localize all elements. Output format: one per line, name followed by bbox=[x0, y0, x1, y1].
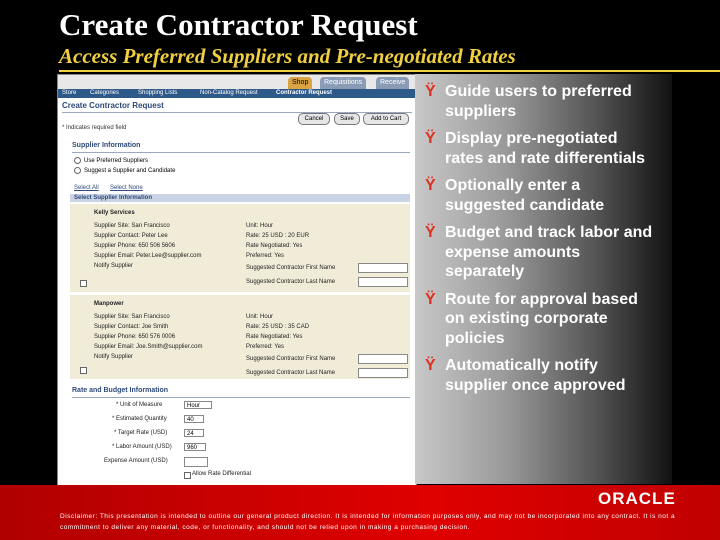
supplier-info-heading: Supplier Information bbox=[72, 142, 141, 149]
supplier-contact: Supplier Contact: Peter Lee bbox=[94, 233, 168, 239]
bullet-item bbox=[425, 290, 660, 349]
save-button[interactable]: Save bbox=[334, 113, 360, 125]
oracle-logo: ORACLE bbox=[598, 489, 676, 508]
select-supplier-bar: Select Supplier Information bbox=[70, 194, 410, 202]
first-name-label: Suggested Contractor First Name bbox=[246, 356, 336, 362]
notify-checkbox[interactable] bbox=[80, 367, 87, 374]
bullet-text: Display pre-negotiated rates and rate differentials bbox=[445, 130, 646, 167]
labor-label: * Labor Amount (USD) bbox=[112, 444, 172, 450]
supplier-rate: Rate: 25 USD : 35 CAD bbox=[246, 324, 310, 330]
bullet-item bbox=[425, 129, 660, 168]
title-rule bbox=[59, 70, 720, 72]
last-name-input[interactable] bbox=[358, 277, 408, 287]
bullet-text: Guide users to preferred suppliers bbox=[445, 83, 632, 120]
rate-negotiated: Rate Negotiated: Yes bbox=[246, 334, 303, 340]
feature-bullets bbox=[425, 82, 660, 403]
bullet-marker: Ÿ bbox=[425, 290, 436, 308]
first-name-label: Suggested Contractor First Name bbox=[246, 265, 336, 271]
labor-input[interactable]: 960 bbox=[184, 443, 206, 451]
supplier-rate: Rate: 25 USD : 20 EUR bbox=[246, 233, 310, 239]
qty-label: * Estimated Quantity bbox=[112, 416, 167, 422]
supplier-card bbox=[70, 204, 410, 292]
bullet-item bbox=[425, 82, 660, 121]
bullet-text: Automatically notify supplier once approved bbox=[445, 357, 626, 394]
rate-label: * Target Rate (USD) bbox=[114, 430, 168, 436]
preferred-status: Preferred: Yes bbox=[246, 253, 285, 259]
supplier-card bbox=[70, 295, 410, 379]
add-to-cart-button[interactable]: Add to Cart bbox=[363, 113, 409, 125]
supplier-phone: Supplier Phone: 650 576 0006 bbox=[94, 334, 176, 340]
divider bbox=[72, 152, 410, 153]
nav-store[interactable]: Store bbox=[62, 90, 77, 96]
supplier-name: Kelly Services bbox=[94, 210, 135, 216]
nav-contractor-request[interactable]: Contractor Request bbox=[276, 90, 333, 96]
bullet-item bbox=[425, 356, 660, 395]
first-name-input[interactable] bbox=[358, 263, 408, 273]
bullet-text: Route for approval based on existing corporate policies bbox=[445, 290, 638, 347]
supplier-site: Supplier Site: San Francisco bbox=[94, 223, 170, 229]
expense-label: Expense Amount (USD) bbox=[104, 458, 168, 464]
notify-checkbox[interactable] bbox=[80, 280, 87, 287]
tab-receive[interactable]: Receive bbox=[376, 77, 409, 89]
bullet-marker: Ÿ bbox=[425, 224, 436, 241]
bullet-item bbox=[425, 176, 660, 215]
rate-input[interactable]: 24 bbox=[184, 429, 204, 437]
slide-subtitle: Access Preferred Suppliers and Pre-negotiated Rates bbox=[59, 44, 516, 68]
bullet-text: Budget and track labor and expense amounts separately bbox=[445, 224, 653, 280]
supplier-email: Supplier Email: Joe.Smith@supplier.com bbox=[94, 344, 203, 350]
bullet-marker: Ÿ bbox=[425, 130, 436, 147]
rate-negotiated: Rate Negotiated: Yes bbox=[246, 243, 303, 249]
tab-shop[interactable]: Shop bbox=[288, 77, 312, 89]
supplier-name: Manpower bbox=[94, 301, 124, 307]
nav-categories[interactable]: Categories bbox=[90, 90, 120, 96]
bullet-marker: Ÿ bbox=[425, 357, 436, 374]
bullet-marker: Ÿ bbox=[425, 83, 436, 100]
divider bbox=[72, 397, 410, 398]
disclaimer: Disclaimer: This presentation is intended to outline our general product direction. It is intended for information purposes only, and may not be incorporated into any contract. It is not a commitment to deliver any material, code, or functionality, and should not be relied upon in making a purchasing decision. bbox=[60, 513, 676, 531]
first-name-input[interactable] bbox=[358, 354, 408, 364]
notify-supplier-label: Notify Supplier bbox=[94, 263, 134, 269]
expense-input[interactable] bbox=[184, 457, 208, 467]
slide-title: Create Contractor Request bbox=[59, 7, 418, 42]
allow-rate-checkbox[interactable] bbox=[184, 472, 191, 479]
divider bbox=[62, 112, 412, 113]
allow-rate-label: Allow Rate Differential bbox=[192, 471, 251, 477]
supplier-email: Supplier Email: Peter.Lee@supplier.com bbox=[94, 253, 202, 259]
bullet-item bbox=[425, 223, 660, 282]
last-name-input[interactable] bbox=[358, 368, 408, 378]
app-nav bbox=[58, 89, 416, 98]
unit-select[interactable]: Hour bbox=[184, 401, 212, 409]
cancel-button[interactable]: Cancel bbox=[298, 113, 330, 125]
preferred-status: Preferred: Yes bbox=[246, 344, 285, 350]
nav-shopping-lists[interactable]: Shopping Lists bbox=[138, 90, 178, 96]
contractor-request-screenshot bbox=[57, 74, 417, 486]
supplier-site: Supplier Site: San Francisco bbox=[94, 314, 170, 320]
supplier-contact: Supplier Contact: Joe Smith bbox=[94, 324, 169, 330]
last-name-label: Suggested Contractor Last Name bbox=[246, 279, 336, 285]
page-title: Create Contractor Request bbox=[62, 101, 164, 110]
unit-label: * Unit of Measure bbox=[116, 402, 163, 408]
radio-label: Suggest a Supplier and Candidate bbox=[84, 168, 176, 175]
radio-label: Use Preferred Suppliers bbox=[84, 158, 149, 165]
tab-requisitions[interactable]: Requisitions bbox=[320, 77, 366, 89]
qty-input[interactable]: 40 bbox=[184, 415, 204, 423]
preferred-suppliers-radio[interactable] bbox=[74, 157, 148, 164]
nav-non-catalog[interactable]: Non-Catalog Request bbox=[200, 90, 258, 96]
select-all-link[interactable]: Select All bbox=[74, 185, 99, 191]
supplier-unit: Unit: Hour bbox=[246, 314, 274, 320]
suggest-supplier-radio[interactable] bbox=[74, 167, 175, 174]
supplier-unit: Unit: Hour bbox=[246, 223, 274, 229]
bullet-marker: Ÿ bbox=[425, 177, 436, 194]
required-note: * Indicates required field bbox=[62, 125, 127, 131]
app-tabs bbox=[58, 75, 416, 89]
budget-heading: Rate and Budget Information bbox=[72, 387, 169, 394]
select-none-link[interactable]: Select None bbox=[110, 185, 143, 191]
supplier-phone: Supplier Phone: 650 506 5606 bbox=[94, 243, 176, 249]
bullet-text: Optionally enter a suggested candidate bbox=[445, 177, 605, 214]
notify-supplier-label: Notify Supplier bbox=[94, 354, 134, 360]
last-name-label: Suggested Contractor Last Name bbox=[246, 370, 336, 376]
